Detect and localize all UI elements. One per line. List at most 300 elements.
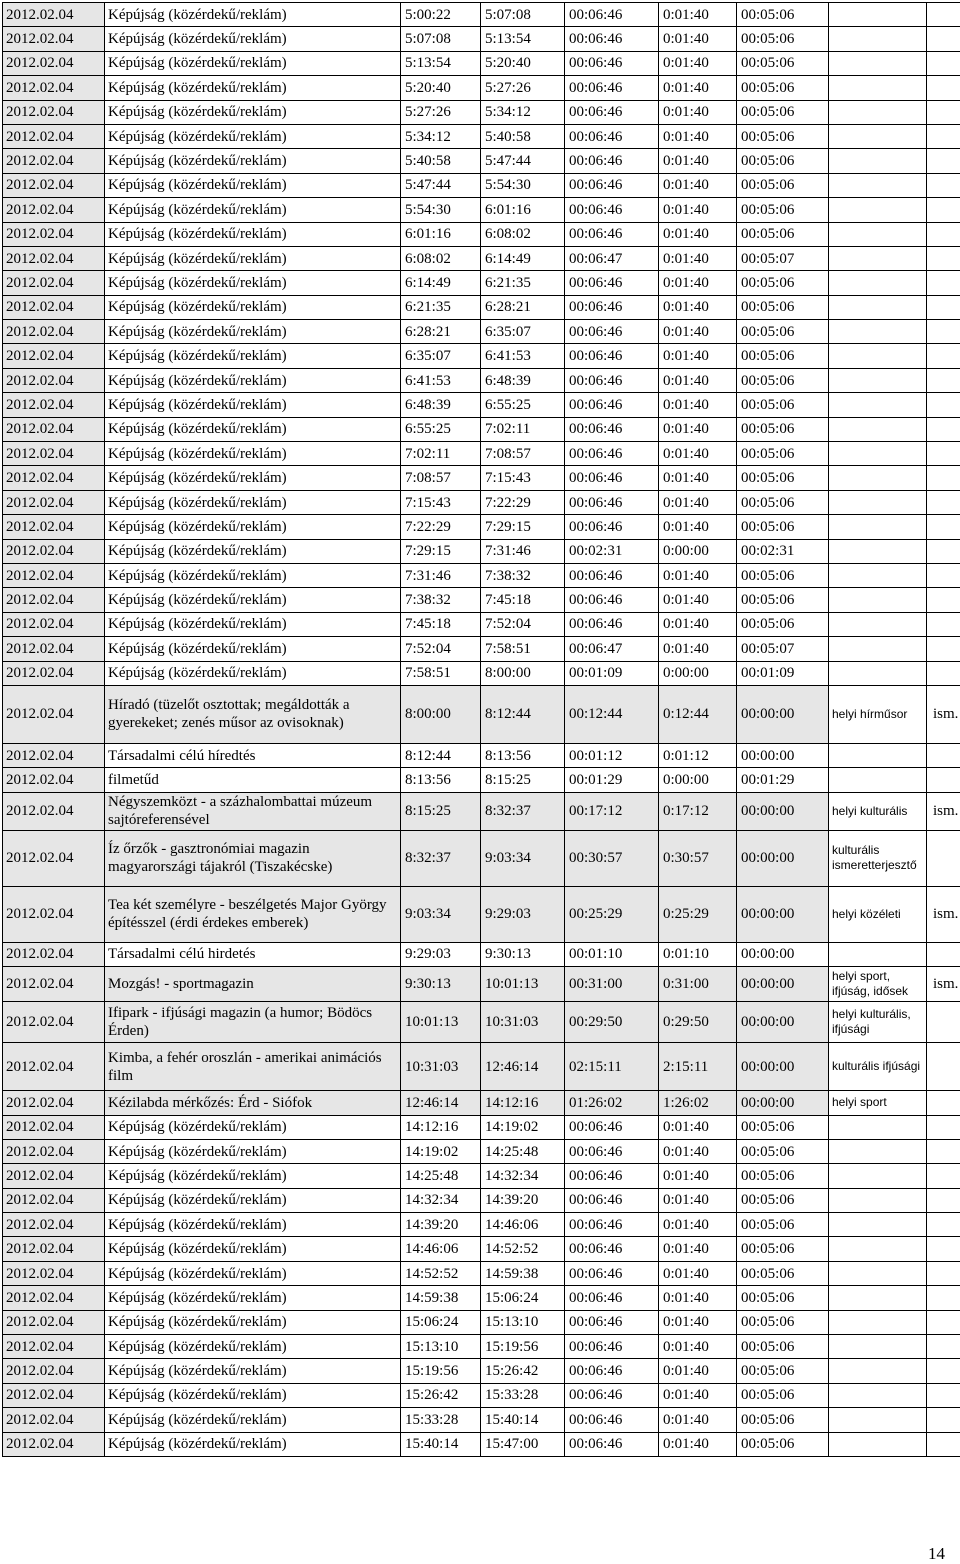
table-row <box>3 490 960 514</box>
cell-date: 2012.02.04 <box>3 1091 105 1115</box>
cell-end: 9:03:34 <box>481 830 565 886</box>
cell-ads: 00:05:06 <box>737 490 829 514</box>
cell-program: Képújság (közérdekű/reklám) <box>105 393 401 417</box>
cell-program: Tea két személyre - beszélgetés Major György építésszel (érdi érdekes emberek) <box>105 886 401 942</box>
table-row <box>3 1286 960 1310</box>
cell-date: 2012.02.04 <box>3 1213 105 1237</box>
cell-date: 2012.02.04 <box>3 637 105 661</box>
cell-category <box>829 1237 927 1261</box>
cell-ads: 00:05:06 <box>737 1164 829 1188</box>
cell-content: 0:30:57 <box>659 830 737 886</box>
cell-program: Képújság (közérdekű/reklám) <box>105 661 401 685</box>
cell-content: 0:01:40 <box>659 1408 737 1432</box>
cell-end: 7:29:15 <box>481 515 565 539</box>
cell-content: 0:12:44 <box>659 685 737 743</box>
table-row <box>3 1261 960 1285</box>
cell-date: 2012.02.04 <box>3 1261 105 1285</box>
cell-ads: 00:05:06 <box>737 612 829 636</box>
cell-category <box>829 466 927 490</box>
cell-start: 8:00:00 <box>401 685 481 743</box>
cell-date: 2012.02.04 <box>3 246 105 270</box>
table-row <box>3 685 960 743</box>
cell-ads: 00:05:06 <box>737 222 829 246</box>
cell-category <box>829 661 927 685</box>
cell-ads: 00:05:06 <box>737 76 829 100</box>
cell-end: 5:47:44 <box>481 149 565 173</box>
cell-flag <box>927 1188 960 1212</box>
cell-content: 0:01:40 <box>659 51 737 75</box>
cell-date: 2012.02.04 <box>3 768 105 792</box>
cell-date: 2012.02.04 <box>3 368 105 392</box>
cell-end: 15:06:24 <box>481 1286 565 1310</box>
cell-ads: 00:05:06 <box>737 320 829 344</box>
cell-end: 14:19:02 <box>481 1115 565 1139</box>
cell-content: 0:01:40 <box>659 637 737 661</box>
cell-flag <box>927 743 960 767</box>
cell-program: Képújság (közérdekű/reklám) <box>105 1359 401 1383</box>
cell-category <box>829 1139 927 1163</box>
cell-category <box>829 743 927 767</box>
cell-content: 0:01:40 <box>659 1383 737 1407</box>
cell-category <box>829 490 927 514</box>
cell-flag <box>927 3 960 27</box>
cell-start: 14:52:52 <box>401 1261 481 1285</box>
cell-end: 6:28:21 <box>481 295 565 319</box>
cell-flag <box>927 1213 960 1237</box>
cell-flag <box>927 442 960 466</box>
cell-date: 2012.02.04 <box>3 1164 105 1188</box>
cell-content: 0:01:40 <box>659 1261 737 1285</box>
cell-start: 6:01:16 <box>401 222 481 246</box>
cell-flag: ism. <box>927 967 960 1002</box>
cell-ads: 00:05:06 <box>737 198 829 222</box>
table-row <box>3 743 960 767</box>
cell-duration: 00:06:46 <box>565 1408 659 1432</box>
cell-content: 0:01:40 <box>659 563 737 587</box>
cell-program: Képújság (közérdekű/reklám) <box>105 466 401 490</box>
cell-program: Mozgás! - sportmagazin <box>105 967 401 1002</box>
cell-ads: 00:05:06 <box>737 1139 829 1163</box>
cell-date: 2012.02.04 <box>3 393 105 417</box>
table-row <box>3 612 960 636</box>
cell-date: 2012.02.04 <box>3 442 105 466</box>
cell-ads: 00:05:06 <box>737 295 829 319</box>
cell-ads: 00:05:06 <box>737 344 829 368</box>
cell-program: Képújság (közérdekű/reklám) <box>105 246 401 270</box>
table-row <box>3 942 960 966</box>
cell-duration: 00:06:46 <box>565 51 659 75</box>
cell-start: 14:32:34 <box>401 1188 481 1212</box>
cell-start: 6:41:53 <box>401 368 481 392</box>
cell-end: 6:35:07 <box>481 320 565 344</box>
table-row <box>3 1383 960 1407</box>
cell-duration: 00:06:46 <box>565 563 659 587</box>
cell-category <box>829 344 927 368</box>
cell-start: 6:55:25 <box>401 417 481 441</box>
table-row <box>3 1139 960 1163</box>
cell-date: 2012.02.04 <box>3 967 105 1002</box>
table-row <box>3 661 960 685</box>
cell-ads: 00:05:06 <box>737 1335 829 1359</box>
cell-end: 14:12:16 <box>481 1091 565 1115</box>
cell-program: Képújság (közérdekű/reklám) <box>105 124 401 148</box>
cell-flag <box>927 320 960 344</box>
cell-end: 14:59:38 <box>481 1261 565 1285</box>
cell-end: 8:13:56 <box>481 743 565 767</box>
cell-duration: 00:06:47 <box>565 637 659 661</box>
cell-duration: 00:01:12 <box>565 743 659 767</box>
cell-content: 0:00:00 <box>659 768 737 792</box>
cell-flag <box>927 27 960 51</box>
cell-flag <box>927 76 960 100</box>
cell-program: Íz őrzők - gasztronómiai magazin magyarországi tájakról (Tiszakécske) <box>105 830 401 886</box>
cell-flag <box>927 124 960 148</box>
cell-end: 8:00:00 <box>481 661 565 685</box>
cell-start: 7:52:04 <box>401 637 481 661</box>
cell-end: 7:31:46 <box>481 539 565 563</box>
table-row <box>3 1213 960 1237</box>
cell-flag <box>927 100 960 124</box>
cell-ads: 00:05:06 <box>737 393 829 417</box>
cell-category <box>829 1115 927 1139</box>
cell-content: 0:01:40 <box>659 222 737 246</box>
cell-start: 5:27:26 <box>401 100 481 124</box>
cell-start: 15:06:24 <box>401 1310 481 1334</box>
cell-flag <box>927 830 960 886</box>
cell-end: 5:20:40 <box>481 51 565 75</box>
cell-start: 9:29:03 <box>401 942 481 966</box>
cell-program: Képújság (közérdekű/reklám) <box>105 563 401 587</box>
cell-content: 0:01:40 <box>659 100 737 124</box>
table-row <box>3 442 960 466</box>
cell-date: 2012.02.04 <box>3 173 105 197</box>
table-row <box>3 100 960 124</box>
cell-start: 6:08:02 <box>401 246 481 270</box>
cell-category <box>829 149 927 173</box>
cell-ads: 00:05:07 <box>737 246 829 270</box>
cell-flag <box>927 1237 960 1261</box>
cell-duration: 00:06:46 <box>565 466 659 490</box>
cell-end: 10:01:13 <box>481 967 565 1002</box>
cell-flag <box>927 198 960 222</box>
cell-content: 0:01:40 <box>659 515 737 539</box>
cell-duration: 00:06:46 <box>565 393 659 417</box>
cell-end: 6:21:35 <box>481 271 565 295</box>
cell-start: 7:15:43 <box>401 490 481 514</box>
cell-start: 6:21:35 <box>401 295 481 319</box>
table-row <box>3 246 960 270</box>
table-row <box>3 1237 960 1261</box>
cell-category <box>829 3 927 27</box>
cell-program: Híradó (tüzelőt osztottak; megáldották a gyerekeket; zenés műsor az ovisoknak) <box>105 685 401 743</box>
cell-program: filmetűd <box>105 768 401 792</box>
cell-duration: 00:06:46 <box>565 1188 659 1212</box>
cell-start: 15:19:56 <box>401 1359 481 1383</box>
cell-date: 2012.02.04 <box>3 222 105 246</box>
cell-end: 15:13:10 <box>481 1310 565 1334</box>
cell-program: Kimba, a fehér oroszlán - amerikai animációs film <box>105 1043 401 1091</box>
cell-start: 12:46:14 <box>401 1091 481 1115</box>
cell-program: Képújság (közérdekű/reklám) <box>105 1335 401 1359</box>
cell-category <box>829 124 927 148</box>
cell-duration: 00:06:46 <box>565 417 659 441</box>
table-row <box>3 1091 960 1115</box>
cell-content: 0:01:10 <box>659 942 737 966</box>
cell-duration: 00:06:46 <box>565 222 659 246</box>
cell-start: 7:22:29 <box>401 515 481 539</box>
cell-content: 0:01:40 <box>659 588 737 612</box>
cell-content: 0:01:40 <box>659 246 737 270</box>
cell-duration: 00:06:46 <box>565 368 659 392</box>
cell-duration: 00:06:46 <box>565 1139 659 1163</box>
cell-date: 2012.02.04 <box>3 886 105 942</box>
cell-ads: 00:05:06 <box>737 1310 829 1334</box>
cell-content: 0:31:00 <box>659 967 737 1002</box>
cell-ads: 00:00:00 <box>737 1002 829 1043</box>
cell-duration: 00:06:46 <box>565 1335 659 1359</box>
cell-flag <box>927 1261 960 1285</box>
cell-end: 15:19:56 <box>481 1335 565 1359</box>
cell-start: 5:00:22 <box>401 3 481 27</box>
cell-content: 0:01:40 <box>659 442 737 466</box>
cell-content: 0:01:40 <box>659 271 737 295</box>
cell-duration: 00:06:46 <box>565 612 659 636</box>
cell-date: 2012.02.04 <box>3 612 105 636</box>
cell-content: 0:01:40 <box>659 393 737 417</box>
cell-category <box>829 1261 927 1285</box>
cell-duration: 00:29:50 <box>565 1002 659 1043</box>
cell-program: Képújság (közérdekű/reklám) <box>105 417 401 441</box>
cell-flag <box>927 1139 960 1163</box>
cell-date: 2012.02.04 <box>3 124 105 148</box>
cell-program: Képújság (közérdekű/reklám) <box>105 344 401 368</box>
table-row <box>3 198 960 222</box>
cell-content: 0:00:00 <box>659 661 737 685</box>
cell-start: 8:15:25 <box>401 792 481 830</box>
cell-end: 5:40:58 <box>481 124 565 148</box>
cell-category <box>829 1408 927 1432</box>
table-row <box>3 563 960 587</box>
cell-start: 6:35:07 <box>401 344 481 368</box>
cell-end: 7:08:57 <box>481 442 565 466</box>
table-row <box>3 173 960 197</box>
cell-date: 2012.02.04 <box>3 792 105 830</box>
table-row <box>3 51 960 75</box>
table-row <box>3 417 960 441</box>
cell-content: 0:01:40 <box>659 344 737 368</box>
cell-end: 9:30:13 <box>481 942 565 966</box>
cell-ads: 00:05:06 <box>737 466 829 490</box>
cell-start: 9:03:34 <box>401 886 481 942</box>
cell-flag <box>927 1310 960 1334</box>
cell-category <box>829 417 927 441</box>
cell-start: 5:34:12 <box>401 124 481 148</box>
cell-program: Képújság (közérdekű/reklám) <box>105 222 401 246</box>
cell-flag <box>927 768 960 792</box>
cell-content: 0:01:40 <box>659 1432 737 1456</box>
cell-date: 2012.02.04 <box>3 100 105 124</box>
cell-start: 14:12:16 <box>401 1115 481 1139</box>
cell-program: Képújság (közérdekű/reklám) <box>105 1237 401 1261</box>
table-row <box>3 222 960 246</box>
cell-start: 7:58:51 <box>401 661 481 685</box>
table-row <box>3 539 960 563</box>
cell-ads: 00:05:06 <box>737 1359 829 1383</box>
cell-ads: 00:05:06 <box>737 1383 829 1407</box>
cell-start: 8:13:56 <box>401 768 481 792</box>
cell-start: 7:45:18 <box>401 612 481 636</box>
cell-date: 2012.02.04 <box>3 1335 105 1359</box>
cell-program: Képújság (közérdekű/reklám) <box>105 442 401 466</box>
cell-flag: ism. <box>927 886 960 942</box>
cell-end: 6:14:49 <box>481 246 565 270</box>
cell-content: 0:01:40 <box>659 368 737 392</box>
cell-program: Képújság (közérdekű/reklám) <box>105 1164 401 1188</box>
cell-program: Ifipark - ifjúsági magazin (a humor; Bödöcs Érden) <box>105 1002 401 1043</box>
cell-flag <box>927 1359 960 1383</box>
cell-program: Képújság (közérdekű/reklám) <box>105 1188 401 1212</box>
cell-start: 5:07:08 <box>401 27 481 51</box>
cell-category <box>829 368 927 392</box>
cell-ads: 00:05:06 <box>737 124 829 148</box>
cell-ads: 00:05:06 <box>737 271 829 295</box>
cell-duration: 00:06:46 <box>565 295 659 319</box>
cell-date: 2012.02.04 <box>3 466 105 490</box>
cell-flag: ism. <box>927 685 960 743</box>
cell-category <box>829 588 927 612</box>
cell-flag <box>927 1286 960 1310</box>
cell-content: 0:01:40 <box>659 1139 737 1163</box>
cell-flag <box>927 588 960 612</box>
cell-category: helyi közéleti <box>829 886 927 942</box>
cell-flag <box>927 393 960 417</box>
table-row <box>3 466 960 490</box>
cell-category <box>829 768 927 792</box>
cell-program: Képújság (közérdekű/reklám) <box>105 1383 401 1407</box>
cell-category: helyi sport, ifjúság, idősek <box>829 967 927 1002</box>
table-row <box>3 295 960 319</box>
page-number: 14 <box>928 1544 945 1563</box>
cell-start: 14:25:48 <box>401 1164 481 1188</box>
cell-content: 0:00:00 <box>659 539 737 563</box>
cell-date: 2012.02.04 <box>3 942 105 966</box>
cell-start: 7:08:57 <box>401 466 481 490</box>
cell-flag <box>927 612 960 636</box>
cell-ads: 00:00:00 <box>737 830 829 886</box>
cell-duration: 00:06:46 <box>565 1164 659 1188</box>
cell-start: 5:47:44 <box>401 173 481 197</box>
table-row <box>3 3 960 27</box>
cell-date: 2012.02.04 <box>3 1286 105 1310</box>
cell-date: 2012.02.04 <box>3 1002 105 1043</box>
cell-flag <box>927 1408 960 1432</box>
cell-end: 7:52:04 <box>481 612 565 636</box>
cell-start: 14:59:38 <box>401 1286 481 1310</box>
cell-start: 6:14:49 <box>401 271 481 295</box>
cell-end: 15:47:00 <box>481 1432 565 1456</box>
cell-content: 0:01:40 <box>659 612 737 636</box>
cell-end: 7:15:43 <box>481 466 565 490</box>
table-row <box>3 1043 960 1091</box>
cell-content: 0:01:40 <box>659 1310 737 1334</box>
cell-program: Képújság (közérdekű/reklám) <box>105 515 401 539</box>
schedule-rows <box>3 3 960 1457</box>
cell-end: 15:33:28 <box>481 1383 565 1407</box>
cell-content: 0:01:40 <box>659 3 737 27</box>
cell-start: 7:38:32 <box>401 588 481 612</box>
cell-content: 0:01:40 <box>659 417 737 441</box>
cell-program: Képújság (közérdekű/reklám) <box>105 271 401 295</box>
cell-date: 2012.02.04 <box>3 76 105 100</box>
cell-category <box>829 515 927 539</box>
cell-content: 0:01:40 <box>659 1359 737 1383</box>
cell-duration: 00:01:10 <box>565 942 659 966</box>
cell-ads: 00:05:06 <box>737 1188 829 1212</box>
cell-date: 2012.02.04 <box>3 1310 105 1334</box>
cell-date: 2012.02.04 <box>3 1408 105 1432</box>
cell-end: 6:08:02 <box>481 222 565 246</box>
cell-end: 5:07:08 <box>481 3 565 27</box>
cell-duration: 00:17:12 <box>565 792 659 830</box>
cell-ads: 00:05:06 <box>737 563 829 587</box>
cell-end: 14:39:20 <box>481 1188 565 1212</box>
cell-content: 0:29:50 <box>659 1002 737 1043</box>
cell-ads: 00:05:06 <box>737 149 829 173</box>
cell-program: Képújság (közérdekű/reklám) <box>105 1115 401 1139</box>
cell-program: Társadalmi célú híredtés <box>105 743 401 767</box>
cell-category <box>829 1335 927 1359</box>
cell-date: 2012.02.04 <box>3 295 105 319</box>
cell-program: Képújság (közérdekű/reklám) <box>105 173 401 197</box>
cell-date: 2012.02.04 <box>3 743 105 767</box>
cell-category <box>829 442 927 466</box>
cell-category <box>829 539 927 563</box>
cell-start: 7:29:15 <box>401 539 481 563</box>
cell-date: 2012.02.04 <box>3 1383 105 1407</box>
cell-content: 0:01:40 <box>659 1164 737 1188</box>
cell-duration: 00:06:46 <box>565 588 659 612</box>
cell-start: 5:54:30 <box>401 198 481 222</box>
cell-ads: 00:00:00 <box>737 792 829 830</box>
cell-program: Képújság (közérdekű/reklám) <box>105 27 401 51</box>
cell-ads: 00:01:09 <box>737 661 829 685</box>
cell-duration: 00:06:46 <box>565 1115 659 1139</box>
cell-content: 0:01:40 <box>659 1286 737 1310</box>
cell-flag <box>927 466 960 490</box>
cell-flag: ism. <box>927 792 960 830</box>
cell-duration: 00:06:46 <box>565 320 659 344</box>
cell-flag <box>927 1002 960 1043</box>
table-row <box>3 1115 960 1139</box>
table-row <box>3 1432 960 1456</box>
cell-content: 0:01:40 <box>659 295 737 319</box>
cell-content: 0:01:40 <box>659 27 737 51</box>
cell-end: 8:15:25 <box>481 768 565 792</box>
cell-ads: 00:00:00 <box>737 685 829 743</box>
cell-duration: 00:02:31 <box>565 539 659 563</box>
table-row <box>3 637 960 661</box>
cell-date: 2012.02.04 <box>3 1188 105 1212</box>
cell-category <box>829 1213 927 1237</box>
cell-ads: 00:05:06 <box>737 588 829 612</box>
cell-duration: 00:06:46 <box>565 1432 659 1456</box>
cell-flag <box>927 51 960 75</box>
cell-flag <box>927 563 960 587</box>
cell-content: 0:17:12 <box>659 792 737 830</box>
cell-content: 0:01:40 <box>659 1213 737 1237</box>
table-row <box>3 393 960 417</box>
cell-start: 14:39:20 <box>401 1213 481 1237</box>
